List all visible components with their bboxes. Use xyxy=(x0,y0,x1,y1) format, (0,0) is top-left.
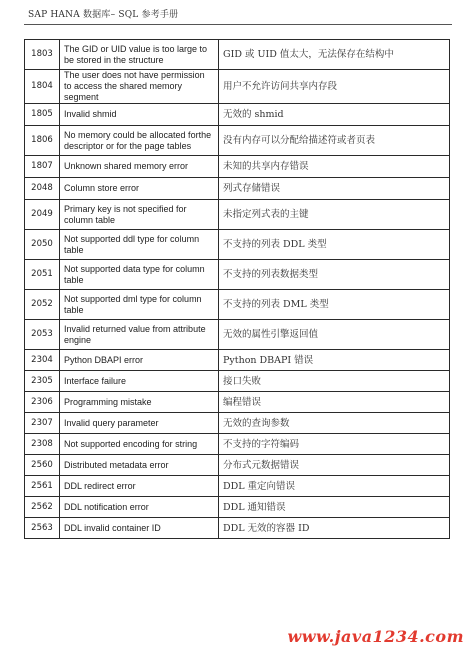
error-description-zh: 无效的 shmid xyxy=(219,104,450,126)
error-description-en: Unknown shared memory error xyxy=(60,156,219,178)
error-code: 2050 xyxy=(25,230,60,260)
error-description-en: Interface failure xyxy=(60,371,219,392)
table-row xyxy=(25,413,450,434)
error-description-zh: GID 或 UID 值太大，无法保存在结构中 xyxy=(219,40,450,70)
table-row xyxy=(25,350,450,371)
error-description-zh: DDL 通知错误 xyxy=(219,497,450,518)
error-description-zh: DDL 重定向错误 xyxy=(219,476,450,497)
error-code-table xyxy=(24,39,450,539)
error-description-en: No memory could be allocated forthe descriptor or for the page tables xyxy=(60,126,219,156)
error-code: 2053 xyxy=(25,320,60,350)
site-watermark: www.java1234.com xyxy=(287,627,464,646)
table-row xyxy=(25,497,450,518)
table-row xyxy=(25,518,450,539)
error-description-zh: 没有内存可以分配给描述符或者页表 xyxy=(219,126,450,156)
error-description-zh: 未知的共享内存错误 xyxy=(219,156,450,178)
error-description-en: Primary key is not specified for column table xyxy=(60,200,219,230)
error-code: 1807 xyxy=(25,156,60,178)
error-description-en: Not supported data type for column table xyxy=(60,260,219,290)
error-description-en: Invalid query parameter xyxy=(60,413,219,434)
error-description-zh: 未指定列式表的主键 xyxy=(219,200,450,230)
table-row xyxy=(25,40,450,70)
error-description-en: DDL notification error xyxy=(60,497,219,518)
error-description-en: Not supported dml type for column table xyxy=(60,290,219,320)
error-code: 2308 xyxy=(25,434,60,455)
page-header-title: SAP HANA 数据库– SQL 参考手册 xyxy=(28,10,179,20)
error-description-zh: 不支持的字符编码 xyxy=(219,434,450,455)
table-row xyxy=(25,126,450,156)
table-row xyxy=(25,178,450,200)
table-row xyxy=(25,260,450,290)
error-description-zh: 无效的查询参数 xyxy=(219,413,450,434)
error-description-zh: 分布式元数据错误 xyxy=(219,455,450,476)
error-description-en: Column store error xyxy=(60,178,219,200)
error-description-zh: DDL 无效的容器 ID xyxy=(219,518,450,539)
error-code: 2304 xyxy=(25,350,60,371)
table-row xyxy=(25,156,450,178)
table-row xyxy=(25,455,450,476)
error-code: 2052 xyxy=(25,290,60,320)
error-description-en: The user does not have permission to access the shared memory segment xyxy=(60,70,219,104)
error-description-zh: 不支持的列表数据类型 xyxy=(219,260,450,290)
error-code: 2305 xyxy=(25,371,60,392)
error-code: 2051 xyxy=(25,260,60,290)
table-row xyxy=(25,392,450,413)
header-divider xyxy=(24,24,452,25)
error-description-zh: 列式存储错误 xyxy=(219,178,450,200)
error-description-en: Python DBAPI error xyxy=(60,350,219,371)
error-description-en: DDL invalid container ID xyxy=(60,518,219,539)
table-row xyxy=(25,70,450,104)
error-description-zh: 用户不允许访问共享内存段 xyxy=(219,70,450,104)
error-description-zh: Python DBAPI 错误 xyxy=(219,350,450,371)
error-description-zh: 编程错误 xyxy=(219,392,450,413)
error-description-en: Invalid returned value from attribute engine xyxy=(60,320,219,350)
error-code: 2561 xyxy=(25,476,60,497)
error-code: 2563 xyxy=(25,518,60,539)
table-row xyxy=(25,476,450,497)
table-row xyxy=(25,230,450,260)
error-code: 2048 xyxy=(25,178,60,200)
table-row xyxy=(25,104,450,126)
error-code: 2049 xyxy=(25,200,60,230)
table-row xyxy=(25,200,450,230)
error-code: 1806 xyxy=(25,126,60,156)
table-row xyxy=(25,290,450,320)
error-description-en: Not supported encoding for string xyxy=(60,434,219,455)
table-row xyxy=(25,434,450,455)
table-row xyxy=(25,320,450,350)
error-description-zh: 无效的属性引擎返回值 xyxy=(219,320,450,350)
error-code: 2307 xyxy=(25,413,60,434)
error-description-en: Distributed metadata error xyxy=(60,455,219,476)
error-code: 1805 xyxy=(25,104,60,126)
error-description-en: Invalid shmid xyxy=(60,104,219,126)
error-code: 2306 xyxy=(25,392,60,413)
error-code: 2562 xyxy=(25,497,60,518)
error-description-zh: 不支持的列表 DDL 类型 xyxy=(219,230,450,260)
table-row xyxy=(25,371,450,392)
error-code: 1804 xyxy=(25,70,60,104)
error-description-en: Not supported ddl type for column table xyxy=(60,230,219,260)
error-code: 2560 xyxy=(25,455,60,476)
error-description-en: Programming mistake xyxy=(60,392,219,413)
error-description-zh: 接口失败 xyxy=(219,371,450,392)
error-code: 1803 xyxy=(25,40,60,70)
error-description-en: The GID or UID value is too large to be stored in the structure xyxy=(60,40,219,70)
error-description-en: DDL redirect error xyxy=(60,476,219,497)
error-description-zh: 不支持的列表 DML 类型 xyxy=(219,290,450,320)
